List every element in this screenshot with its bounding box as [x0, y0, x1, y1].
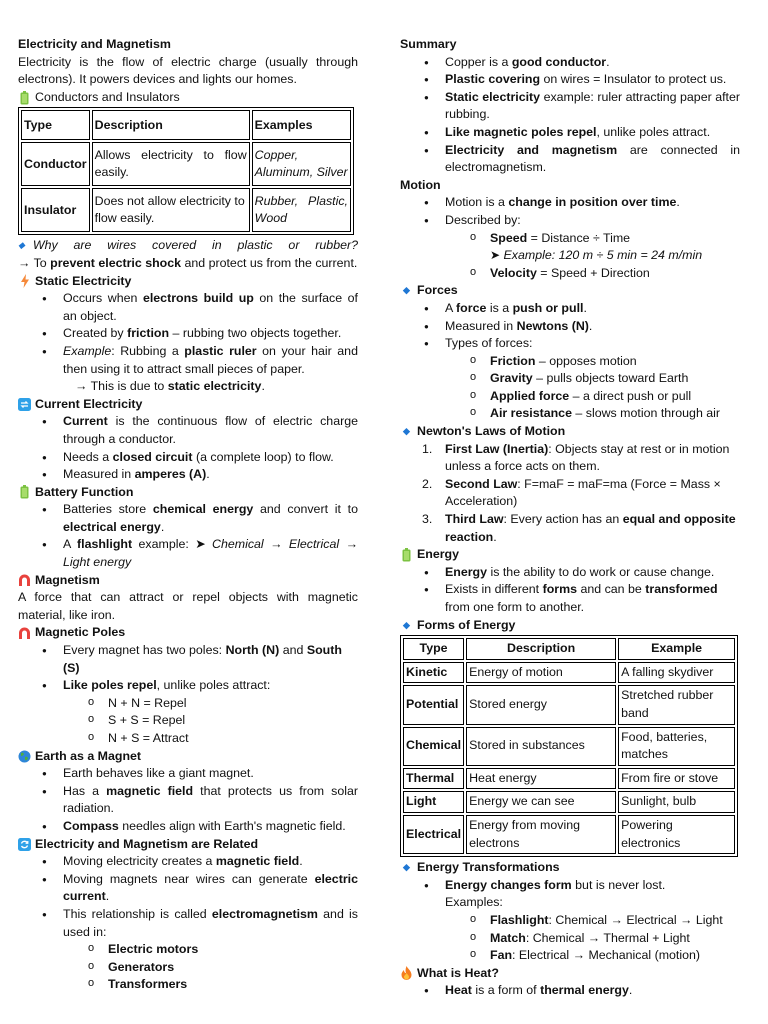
battery-icon [18, 91, 31, 105]
list-item: ● Described by: [400, 212, 740, 230]
magnet-icon [18, 626, 31, 640]
table-cell: Energy from moving electrons [466, 815, 616, 854]
table-cell: Chemical [403, 727, 464, 766]
list-item: o N + N = Repel [18, 695, 358, 713]
magnet-icon [18, 573, 31, 587]
list-item: ● Types of forces: [400, 335, 740, 353]
table-cell: Rubber, Plastic, Wood [252, 188, 351, 232]
list-item: o S + S = Repel [18, 712, 358, 730]
list-item: ● Every magnet has two poles: North (N) and South (S) [18, 642, 358, 677]
related-heading: Electricity and Magnetism are Related [18, 836, 358, 854]
forms-table [400, 635, 738, 857]
battery-icon [400, 548, 413, 562]
table-cell: From fire or stove [618, 768, 735, 790]
heat-heading: What is Heat? [400, 965, 740, 983]
table-cell: A falling skydiver [618, 662, 735, 684]
forms-heading: ◆ Forms of Energy [400, 617, 740, 635]
list-item: ● Like magnetic poles repel, unlike poles attract. [400, 124, 740, 142]
table-cell: Electrical [403, 815, 464, 854]
magnetism-heading: Magnetism [18, 572, 358, 590]
list-item: o Velocity = Speed + Direction [400, 265, 740, 283]
list-item: o Air resistance – slows motion through air [400, 405, 740, 423]
static-list [18, 290, 358, 396]
list-item: ● Exists in different forms and can be transformed from one form to another. [400, 581, 740, 616]
answer-line: → To prevent electric shock and protect us from the current. [18, 255, 358, 270]
list-item: ● Compass needles align with Earth's magnetic field. [18, 818, 358, 836]
table-header: Examples [252, 110, 351, 140]
list-item: ● Needs a closed circuit (a complete loop) to flow. [18, 449, 358, 467]
table-cell: Conductor [21, 142, 90, 186]
list-item: ● Electricity and magnetism are connected in electromagnetism. [400, 142, 740, 177]
loop-icon [18, 398, 31, 412]
list-item: o Flashlight: Chemical → Electrical → Light [400, 912, 740, 930]
list-item: ● Static electricity example: ruler attracting paper after rubbing. [400, 89, 740, 124]
diamond-icon: ◆ [18, 240, 25, 251]
table-cell: Heat energy [466, 768, 616, 790]
table-cell: Potential [403, 685, 464, 724]
list-item: o Electric motors [18, 941, 358, 959]
list-item: ● Moving magnets near wires can generate electric current. [18, 871, 358, 906]
magnetism-text: A force that can attract or repel objects with magnetic material, like iron. [18, 590, 358, 622]
current-list [18, 413, 358, 483]
energy-heading: Energy [400, 546, 740, 564]
table-cell: Stored in substances [466, 727, 616, 766]
list-item: ● Measured in amperes (A). [18, 466, 358, 484]
list-item: ● Moving electricity creates a magnetic field. [18, 853, 358, 871]
earth-list [18, 765, 358, 835]
table-cell: Light [403, 791, 464, 813]
table-cell: Does not allow electricity to flow easily. [92, 188, 250, 232]
poles-heading: Magnetic Poles [18, 624, 358, 642]
static-heading: Static Electricity [18, 273, 358, 291]
list-item: o Transformers [18, 976, 358, 994]
heat-list [400, 982, 740, 1000]
energy-list [400, 564, 740, 617]
list-item: ● Has a magnetic field that protects us from solar radiation. [18, 783, 358, 818]
intro-text: Electricity is the flow of electric charge (usually through electrons). It powers devices and lights our homes. [18, 54, 358, 87]
diamond-icon: ◆ [403, 862, 410, 873]
summary-heading: Summary [400, 37, 457, 51]
conductors-heading: Conductors and Insulators [18, 89, 358, 107]
table-cell: Insulator [21, 188, 90, 232]
table-cell: Stored energy [466, 685, 616, 724]
list-item: ● Created by friction – rubbing two objects together. [18, 325, 358, 343]
current-heading: Current Electricity [18, 396, 358, 414]
related-list [18, 853, 358, 994]
list-item: 1. First Law (Inertia): Objects stay at rest or in motion unless a force acts on them. [422, 441, 730, 474]
table-cell: Powering electronics [618, 815, 735, 854]
table-header: Example [618, 638, 735, 660]
list-item: o Generators [18, 959, 358, 977]
list-item: ● Plastic covering on wires = Insulator to protect us. [400, 71, 740, 89]
page-title: Electricity and Magnetism [18, 37, 171, 51]
list-item: ● Energy is the ability to do work or cause change. [400, 564, 740, 582]
table-header: Description [466, 638, 616, 660]
conductors-table [18, 107, 354, 235]
table-header: Type [21, 110, 90, 140]
list-item: ➤ Example: 120 m ÷ 5 min = 24 m/min [490, 248, 703, 263]
diamond-icon: ◆ [403, 285, 410, 296]
transform-list [400, 877, 740, 965]
list-item: ● A force is a push or pull. [400, 300, 740, 318]
table-cell: Sunlight, bulb [618, 791, 735, 813]
list-item: ● A flashlight example: ➤ Chemical → Electrical → Light energy [18, 536, 358, 571]
list-item: o Gravity – pulls objects toward Earth [400, 370, 740, 388]
list-item: ● Occurs when electrons build up on the surface of an object. [18, 290, 358, 325]
table-header: Description [92, 110, 250, 140]
battery-list [18, 501, 358, 571]
list-item: ● Measured in Newtons (N). [400, 318, 740, 336]
list-item: ● Current is the continuous flow of electric charge through a conductor. [18, 413, 358, 448]
sync-icon [18, 837, 31, 851]
list-item: o Fan: Electrical → Mechanical (motion) [400, 947, 740, 965]
forces-heading: ◆ Forces [400, 282, 740, 300]
table-cell: Thermal [403, 768, 464, 790]
left-column [18, 36, 358, 994]
list-item: o Applied force – a direct push or pull [400, 388, 740, 406]
poles-list [18, 642, 358, 748]
list-item: o N + S = Attract [18, 730, 358, 748]
list-item: ● This relationship is called electromagnetism and is used in: [18, 906, 358, 941]
list-item: ● Earth behaves like a giant magnet. [18, 765, 358, 783]
motion-list [400, 194, 740, 282]
list-item: o Match: Chemical → Thermal + Light [400, 930, 740, 948]
right-column [400, 36, 740, 1000]
battery-heading: Battery Function [18, 484, 358, 502]
list-item: ● Copper is a good conductor. [400, 54, 740, 72]
list-item: ● Example: Rubbing a plastic ruler on your hair and then using it to attract small pieces of paper. → This is due to static electricity. [18, 343, 358, 396]
arrowhead-icon: ➤ [490, 248, 501, 263]
table-cell: Energy we can see [466, 791, 616, 813]
list-item: o Friction – opposes motion [400, 353, 740, 371]
diamond-icon: ◆ [403, 426, 410, 437]
newton-list [400, 441, 740, 547]
table-header: Type [403, 638, 464, 660]
earth-heading: Earth as a Magnet [18, 748, 358, 766]
table-cell: Allows electricity to flow easily. [92, 142, 250, 186]
battery-icon [18, 485, 31, 499]
list-item: ● Like poles repel, unlike poles attract: [18, 677, 358, 695]
table-cell: Copper, Aluminum, Silver [252, 142, 351, 186]
table-cell: Kinetic [403, 662, 464, 684]
globe-icon [18, 749, 31, 763]
forces-list [400, 300, 740, 423]
list-item: o Speed = Distance ÷ Time [400, 230, 740, 248]
list-item: 3. Third Law: Every action has an equal and opposite reaction. [422, 512, 736, 544]
list-item: ● Batteries store chemical energy and convert it to electrical energy. [18, 501, 358, 536]
list-item: 2. Second Law: F=maF = maF=ma (Force = Mass × Acceleration) [422, 476, 721, 509]
list-item: ● Motion is a change in position over time. [400, 194, 740, 212]
motion-heading: Motion [400, 177, 441, 192]
question-line: ◆ Why are wires covered in plastic or rubber? [18, 237, 358, 255]
fire-icon [400, 966, 413, 980]
lightning-icon [18, 274, 31, 288]
table-cell: Food, batteries, matches [618, 727, 735, 766]
transform-heading: ◆ Energy Transformations [400, 859, 740, 877]
table-cell: Stretched rubber band [618, 685, 735, 724]
list-item: ● Energy changes form but is never lost. Examples: [400, 877, 740, 912]
summary-list [400, 54, 740, 177]
list-item: ● Heat is a form of thermal energy. [400, 982, 740, 1000]
diamond-icon: ◆ [403, 619, 410, 630]
newton-heading: ◆ Newton's Laws of Motion [400, 423, 740, 441]
table-cell: Energy of motion [466, 662, 616, 684]
